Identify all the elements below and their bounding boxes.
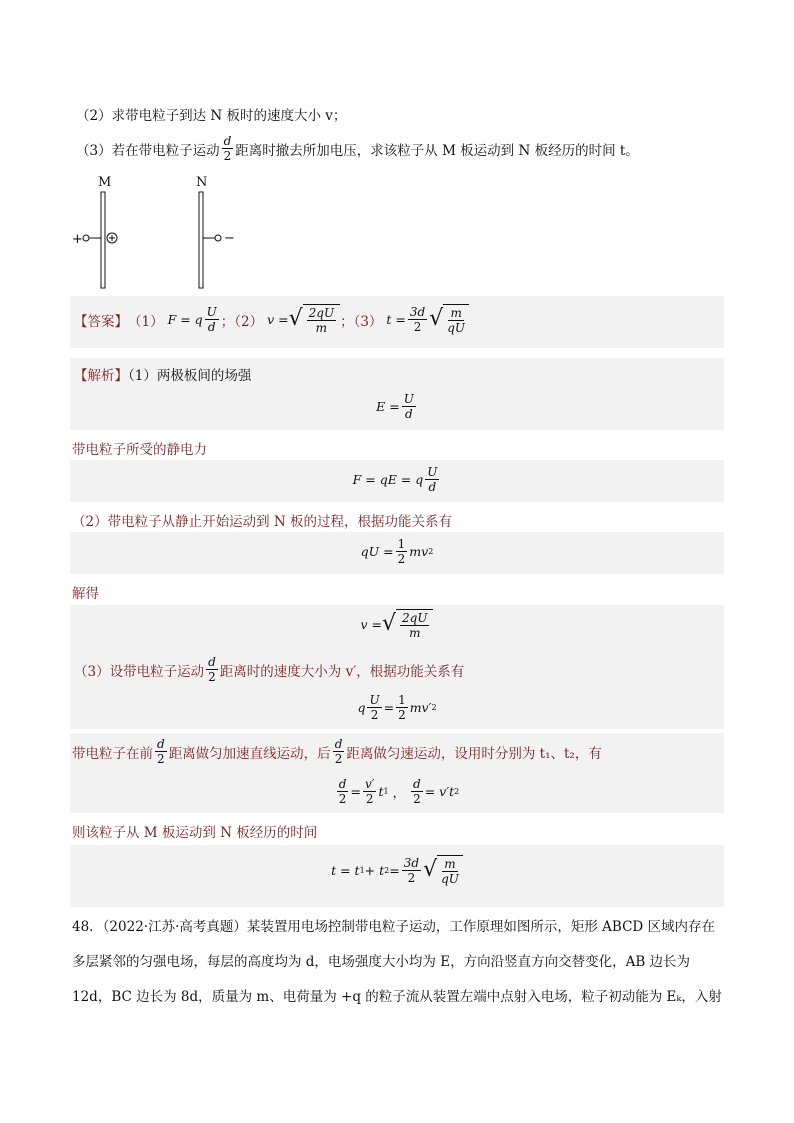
- formula-t-block: [70, 845, 724, 907]
- analysis-step-7: 则该粒子从 M 板运动到 N 板经历的时间: [72, 825, 318, 841]
- analysis-header: [70, 358, 724, 386]
- plus-terminal-sign: +: [72, 232, 83, 247]
- formula-times: $\frac{d}{2}$ = $\frac{v'}{2}$ t 1 ， $\frac{d}{2}$ = v′t 2: [338, 777, 460, 806]
- plate-m: [101, 192, 105, 288]
- plates-diagram: [70, 172, 250, 292]
- plate-m-label: M: [98, 175, 112, 190]
- analysis-step-1: （1）两极板间的场强: [128, 368, 252, 384]
- step-5-block: [70, 651, 724, 729]
- formula-v-block: [70, 605, 724, 651]
- analysis-step-5-a: （3）设带电粒子运动: [74, 663, 205, 680]
- analysis-step-5: （3）设带电粒子运动 $\frac{d}{2}$ 距离时的速度大小为 v′，根据功能关系有: [74, 655, 465, 684]
- question-3-text-b: 距离时撤去所加电压，求该粒子从 M 板运动到 N 板经历的时间 t。: [235, 142, 639, 159]
- question-2: （2）求带电粒子到达 N 板时的速度大小 v；: [76, 108, 347, 124]
- formula-f-block: [70, 460, 724, 502]
- analysis-step-6: 带电粒子在前 $\frac{d}{2}$ 距离做匀加速直线运动，后 $\frac{d}{2}$ 距离做匀速运动，设用时分别为 t₁、t₂，有: [72, 737, 602, 766]
- answer-part-2: ；（2）: [220, 313, 264, 330]
- answer-formula-2: v = √ $\frac{2qU}{m}$: [263, 304, 340, 335]
- question-48-line-1: 48．（2022·江苏·高考真题）某装置用电场控制带电粒子运动，工作原理如图所示，矩形 ABCD 区域内存在: [72, 919, 716, 935]
- analysis-step-6-a: 带电粒子在前: [72, 745, 153, 762]
- answer-part-3: ；（3）: [340, 313, 383, 330]
- answer-formula-3: t = $\frac{3d}{2}$ √ $\frac{m}{qU}$: [382, 304, 469, 335]
- analysis-step-4: 解得: [72, 586, 99, 602]
- question-3: [76, 134, 639, 163]
- minus-terminal: [215, 235, 221, 241]
- analysis-step-5-b: 距离时的速度大小为 v′，根据功能关系有: [219, 663, 465, 680]
- answer-part-1: （1）: [128, 313, 164, 330]
- plates-figure: [70, 172, 250, 292]
- analysis-step-2: 带电粒子所受的静电力: [72, 442, 207, 458]
- formula-f: F = qE = q $\frac{U}{d}$: [352, 465, 438, 494]
- answer-tag: 【答案】: [74, 313, 128, 330]
- formula-e-block: [70, 386, 724, 430]
- fraction-d-over-2: $\frac{d}{2}$: [223, 134, 232, 163]
- analysis-step-3: （2）带电粒子从静止开始运动到 N 板的过程，根据功能关系有: [72, 514, 452, 530]
- step-6-block: [70, 733, 724, 813]
- plate-n-label: N: [196, 175, 208, 190]
- formula-half-energy: q $\frac{U}{2}$ = $\frac{1}{2}$ mv′ 2: [357, 693, 437, 722]
- plus-terminal: [83, 235, 89, 241]
- formula-energy-block: [70, 532, 724, 574]
- analysis-tag: 【解析】: [74, 368, 128, 384]
- formula-v: v = √ $\frac{2qU}{m}$: [70, 609, 724, 640]
- formula-energy: qU = $\frac{1}{2}$ mv 2: [360, 537, 434, 566]
- question-48-line-2: 多层紧邻的匀强电场，每层的高度均为 d，电场强度大小均为 E，方向沿竖直方向交替变化，AB 边长为: [72, 954, 691, 970]
- formula-t: t = t 1 + t 2 = $\frac{3d}{2}$ √ $\frac{m}{qU}$: [70, 855, 724, 886]
- question-48-line-3: 12d，BC 边长为 8d，质量为 m、电荷量为 +q 的粒子流从装置左端中点射入电场，粒子初动能为 Eₖ，入射: [72, 989, 722, 1005]
- question-3-text-a: （3）若在带电粒子运动: [76, 142, 220, 159]
- analysis-step-6-c: 距离做匀速运动，设用时分别为 t₁、t₂，有: [346, 745, 602, 762]
- analysis-step-6-b: 距离做匀加速直线运动，后: [168, 745, 331, 762]
- minus-terminal-sign: −: [224, 231, 235, 246]
- formula-e: E = $\frac{U}{d}$: [376, 392, 414, 421]
- answer-formula-1: F = q $\frac{U}{d}$: [163, 305, 217, 334]
- answer-block: [70, 296, 724, 348]
- plate-n: [199, 192, 203, 288]
